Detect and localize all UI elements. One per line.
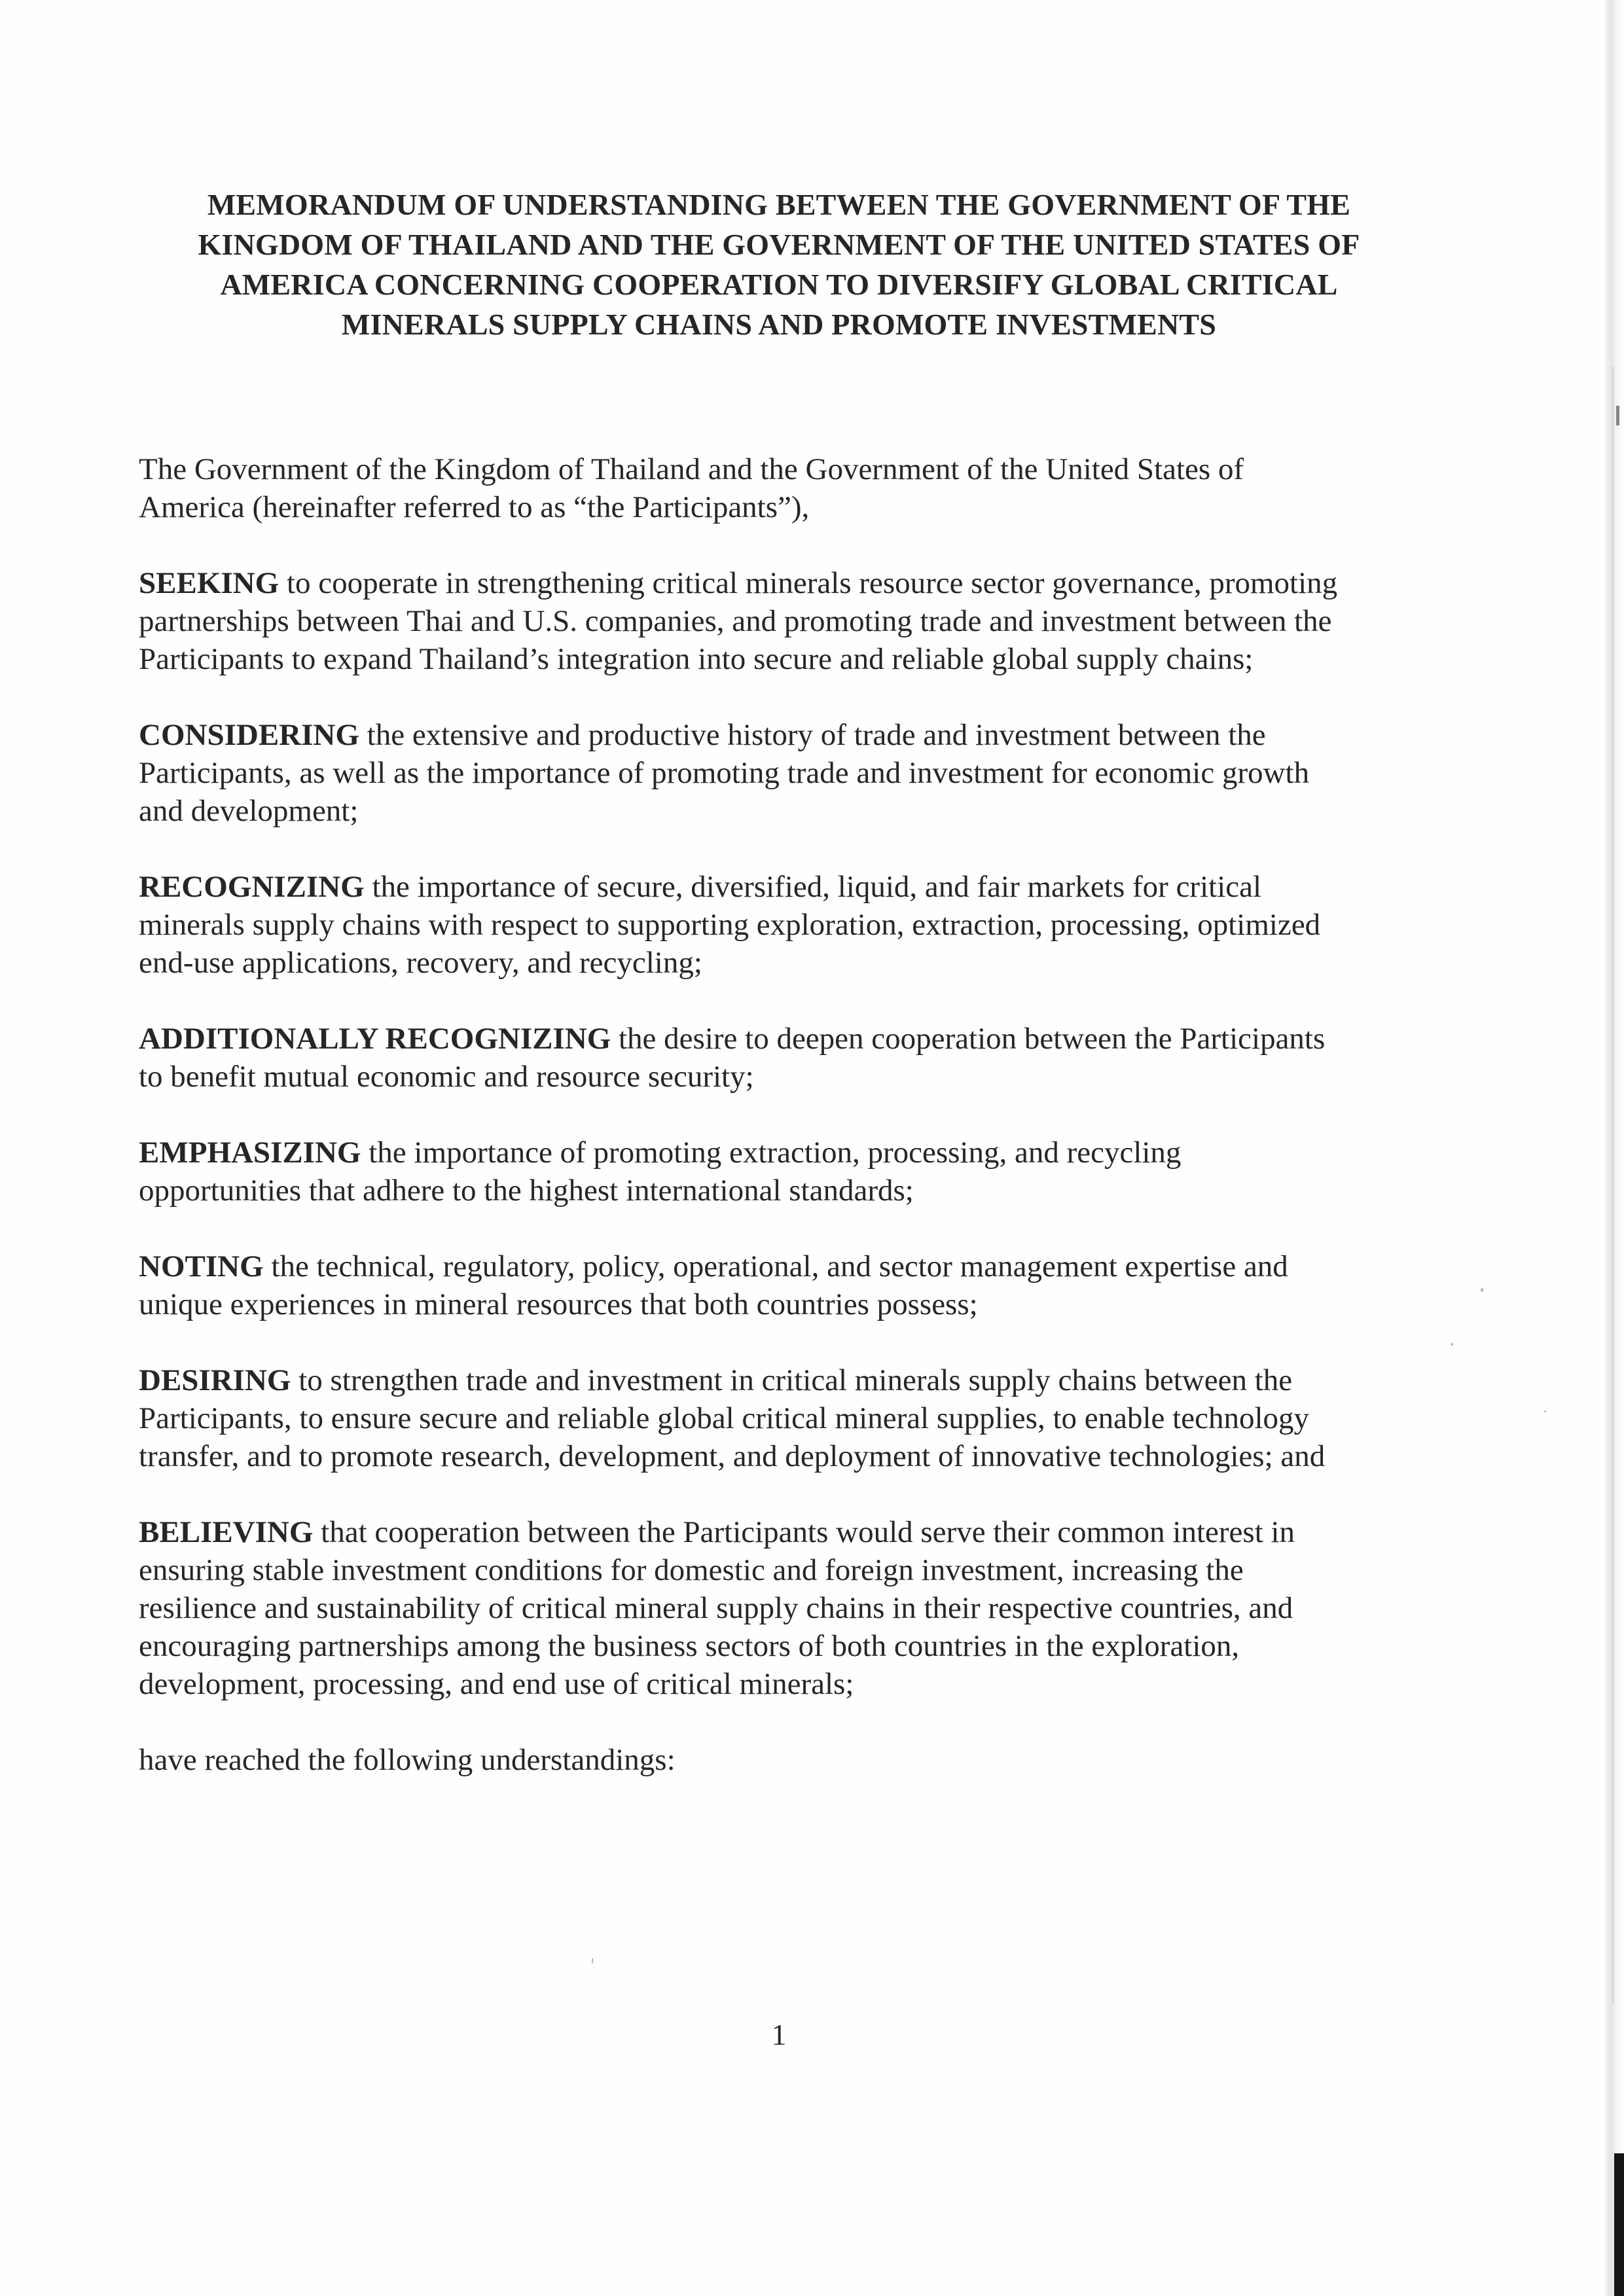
text-line [139,868,1454,906]
clause-additionally-recognizing [139,1020,1454,1096]
text-line: have reached the following understandings: [139,1743,676,1777]
memorandum-body [139,450,1454,1817]
clause-believing [139,1513,1454,1703]
clause-text: that cooperation between the Participants would serve their common interest in [313,1515,1295,1549]
clause-keyword: SEEKING [139,566,280,600]
text-line: and development; [139,794,359,828]
text-line: Participants, to ensure secure and reliable global critical mineral supplies, to enable technology [139,1401,1309,1435]
clause-keyword: BELIEVING [139,1515,314,1549]
scan-speck [1481,1288,1483,1292]
clause-text: the importance of secure, diversified, liquid, and fair markets for critical [364,870,1262,904]
clause-considering [139,716,1454,830]
text-line: The Government of the Kingdom of Thailand and the Government of the United States of [139,452,1244,486]
text-line: encouraging partnerships among the business sectors of both countries in the exploration, [139,1629,1240,1663]
text-line [139,1247,1454,1285]
text-line [139,1361,1454,1399]
text-line: unique experiences in mineral resources that both countries possess; [139,1287,978,1321]
text-line: minerals supply chains with respect to supporting exploration, extraction, processing, optimized [139,908,1321,942]
clause-recognizing [139,868,1454,982]
scan-edge-shadow [1605,0,1624,2296]
title-line: AMERICA CONCERNING COOPERATION TO DIVERSIFY GLOBAL CRITICAL [220,268,1338,301]
clause-keyword: NOTING [139,1249,264,1283]
clause-noting [139,1247,1454,1323]
text-line: end-use applications, recovery, and recycling; [139,946,702,980]
scan-edge-mark [1616,406,1619,425]
page-number: 1 [771,2018,787,2051]
scan-speck [1544,1410,1546,1412]
clause-text: the desire to deepen cooperation between the Participants [611,1022,1326,1056]
text-line [139,716,1454,754]
text-line: partnerships between Thai and U.S. companies, and promoting trade and investment between the [139,604,1332,638]
scan-speck [592,1958,593,1964]
text-line [139,1020,1454,1058]
text-line: America (hereinafter referred to as “the Participants”), [139,490,810,524]
scan-edge-line [1612,367,1614,2003]
text-line [139,1134,1454,1172]
title-line: MINERALS SUPPLY CHAINS AND PROMOTE INVESTMENTS [341,308,1217,341]
scan-edge-dark-strip [1614,2153,1624,2296]
clause-emphasizing [139,1134,1454,1210]
clause-keyword: CONSIDERING [139,718,359,752]
closing-paragraph [139,1741,1454,1779]
clause-text: to strengthen trade and investment in critical minerals supply chains between the [291,1363,1293,1397]
text-line [139,564,1454,602]
clause-text: the importance of promoting extraction, processing, and recycling [361,1136,1182,1170]
clause-keyword: EMPHASIZING [139,1136,361,1170]
title-line: MEMORANDUM OF UNDERSTANDING BETWEEN THE GOVERNMENT OF THE [207,188,1351,221]
clause-keyword: RECOGNIZING [139,870,365,904]
clause-text: to cooperate in strengthening critical minerals resource sector governance, promoting [279,566,1338,600]
clause-keyword: ADDITIONALLY RECOGNIZING [139,1022,611,1056]
clause-desiring [139,1361,1454,1475]
text-line: opportunities that adhere to the highest international standards; [139,1174,914,1208]
clause-text: the extensive and productive history of trade and investment between the [359,718,1266,752]
preamble-paragraph [139,450,1454,526]
clause-seeking [139,564,1454,678]
text-line: Participants, as well as the importance of promoting trade and investment for economic growth [139,756,1310,790]
text-line: transfer, and to promote research, development, and deployment of innovative technologies; and [139,1439,1326,1473]
text-line: Participants to expand Thailand’s integration into secure and reliable global supply chains; [139,642,1254,676]
text-line: to benefit mutual economic and resource security; [139,1060,754,1094]
text-line [139,1513,1454,1551]
clause-text: the technical, regulatory, policy, operational, and sector management expertise and [263,1249,1288,1283]
text-line: ensuring stable investment conditions for domestic and foreign investment, increasing the [139,1553,1244,1587]
text-line: resilience and sustainability of critical mineral supply chains in their respective countries, and [139,1591,1293,1625]
clause-keyword: DESIRING [139,1363,291,1397]
memorandum-title [124,185,1434,344]
title-line: KINGDOM OF THAILAND AND THE GOVERNMENT OF THE UNITED STATES OF [198,228,1360,261]
text-line: development, processing, and end use of critical minerals; [139,1667,854,1701]
